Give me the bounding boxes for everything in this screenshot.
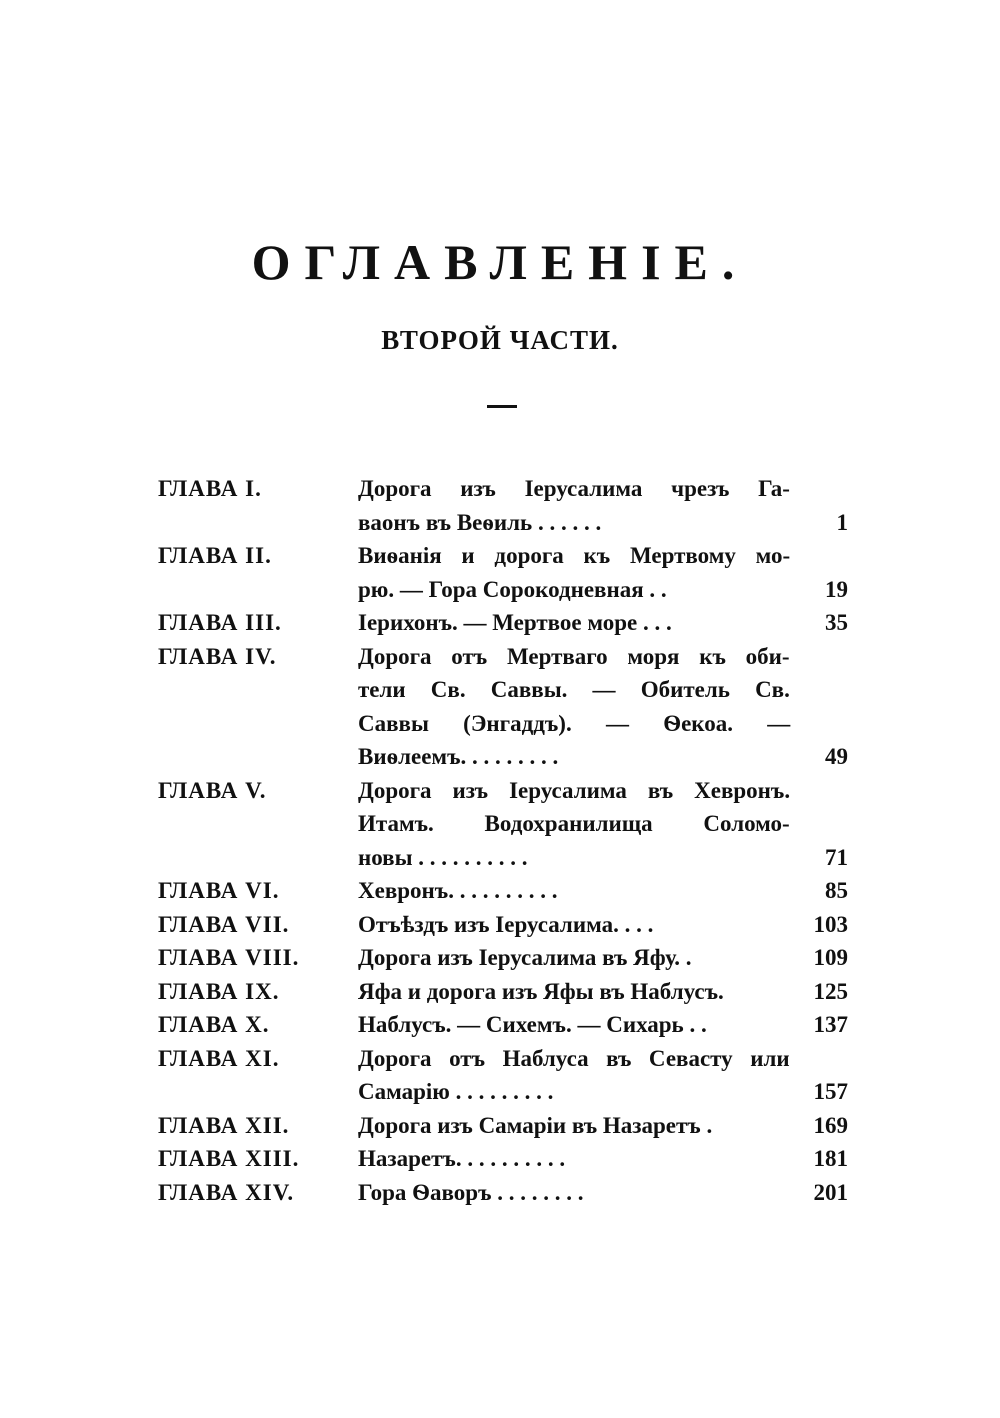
description-text: Виѳанія и дорога къ Мертвому мо- (358, 543, 791, 568)
toc-entry (158, 908, 848, 942)
toc-entry (158, 941, 848, 975)
description-line (358, 1176, 848, 1210)
chapter-description (358, 874, 848, 908)
chapter-description (358, 539, 848, 606)
page-number: 103 (813, 911, 848, 937)
description-line (358, 740, 848, 774)
description-text: Гора Ѳаворъ . . . . . . . . (358, 1179, 584, 1205)
page-subtitle: ВТОРОЙ ЧАСТИ. (381, 325, 619, 355)
description-text: рю. — Гора Сорокодневная . . (358, 576, 667, 602)
page-number: 49 (825, 744, 848, 769)
description-text: Дорога изъ Іерусалима чрезъ Га- (358, 476, 790, 501)
chapter-label: ГЛАВА VIII. (158, 945, 300, 970)
chapter-description (358, 1176, 848, 1210)
toc-entry (158, 1176, 848, 1210)
toc-entry (158, 874, 848, 908)
description-line (358, 506, 848, 540)
description-text: Дорога изъ Іерусалима въ Яфу. . (358, 945, 692, 970)
description-line (358, 472, 848, 506)
chapter-description (358, 975, 848, 1009)
description-text: Наблусъ. — Сихемъ. — Сихарь . . (358, 1012, 707, 1037)
description-text: Хевронъ. . . . . . . . . . (358, 878, 558, 903)
chapter-description (358, 640, 848, 774)
description-text: Дорога изъ Іерусалима въ Хевронъ. (358, 777, 791, 803)
description-line (358, 975, 848, 1009)
page-number: 157 (813, 1079, 848, 1104)
description-text: Назаретъ. . . . . . . . . . (358, 1146, 566, 1171)
page-number: 169 (813, 1112, 848, 1138)
chapter-label: ГЛАВА V. (158, 777, 267, 803)
toc-entry (158, 472, 848, 539)
description-line (358, 673, 848, 707)
page-number: 35 (825, 610, 848, 635)
chapter-label: ГЛАВА IX. (158, 978, 280, 1004)
chapter-label: ГЛАВА XIII. (158, 1146, 300, 1171)
description-line (358, 908, 848, 942)
chapter-description (358, 1109, 848, 1143)
description-text: тели Св. Саввы. — Обитель Св. (358, 677, 790, 702)
chapter-description (358, 472, 848, 539)
chapter-label: ГЛАВА XIV. (158, 1179, 295, 1205)
page-number: 71 (825, 844, 848, 870)
page-number: 137 (813, 1012, 848, 1037)
description-text: ваонъ въ Веѳиль . . . . . . (358, 509, 602, 535)
chapter-label: ГЛАВА VII. (158, 911, 290, 937)
description-line (358, 1142, 848, 1176)
page-number: 19 (825, 576, 848, 602)
description-line (358, 640, 848, 674)
toc-entry (158, 606, 848, 640)
chapter-description (358, 1042, 848, 1109)
chapter-description (358, 606, 848, 640)
page-number: 201 (813, 1179, 848, 1205)
description-line (358, 941, 848, 975)
toc-entry (158, 1142, 848, 1176)
toc-entry (158, 975, 848, 1009)
description-line (358, 573, 848, 607)
chapter-description (358, 1008, 848, 1042)
chapter-description (358, 908, 848, 942)
toc-entry (158, 1109, 848, 1143)
page-number: 1 (836, 509, 848, 535)
page-number: 85 (825, 878, 848, 903)
description-line (358, 807, 848, 841)
chapter-label: ГЛАВА III. (158, 610, 282, 635)
description-text: Виѳлеемъ. . . . . . . . . (358, 744, 559, 769)
chapter-label: ГЛАВА VI. (158, 878, 280, 903)
page-title: ОГЛАВЛЕНІЕ. (251, 234, 749, 290)
toc-entry (158, 1042, 848, 1109)
description-line (358, 1109, 848, 1143)
description-text: Саввы (Энгаддъ). — Ѳекоа. — (358, 710, 791, 736)
page-number: 109 (813, 945, 848, 970)
chapter-label: ГЛАВА XI. (158, 1045, 280, 1071)
page-number: 125 (813, 978, 848, 1004)
chapter-description (358, 941, 848, 975)
chapter-description (358, 774, 848, 875)
description-text: Отъѣздъ изъ Іерусалима. . . . (358, 911, 654, 937)
description-text: Итамъ. Водохранилища Соломо- (358, 811, 790, 836)
toc-entry (158, 774, 848, 875)
toc-entry (158, 640, 848, 774)
chapter-label: ГЛАВА IV. (158, 643, 277, 669)
chapter-label: ГЛАВА II. (158, 543, 272, 568)
toc-entry (158, 539, 848, 606)
description-text: Самарію . . . . . . . . . (358, 1079, 554, 1104)
description-line (358, 841, 848, 875)
description-line (358, 1008, 848, 1042)
description-line (358, 874, 848, 908)
table-of-contents (158, 472, 848, 1209)
description-text: Яфа и дорога изъ Яфы въ Наблусъ. (358, 978, 724, 1004)
divider (487, 405, 517, 408)
description-text: Дорога отъ Мертваго моря къ оби- (358, 643, 790, 669)
description-text: Дорога изъ Самаріи въ Назаретъ . (358, 1112, 713, 1138)
description-text: новы . . . . . . . . . . (358, 844, 528, 870)
description-text: Іерихонъ. — Мертвое море . . . (358, 610, 672, 635)
description-line (358, 539, 848, 573)
chapter-label: ГЛАВА XII. (158, 1112, 290, 1138)
page-number: 181 (813, 1146, 848, 1171)
description-line (358, 1042, 848, 1076)
chapter-description (358, 1142, 848, 1176)
chapter-label: ГЛАВА І. (158, 476, 262, 501)
description-text: Дорога отъ Наблуса въ Севасту или (358, 1045, 790, 1071)
chapter-label: ГЛАВА X. (158, 1012, 270, 1037)
toc-entry (158, 1008, 848, 1042)
description-line (358, 606, 848, 640)
description-line (358, 774, 848, 808)
description-line (358, 707, 848, 741)
description-line (358, 1075, 848, 1109)
